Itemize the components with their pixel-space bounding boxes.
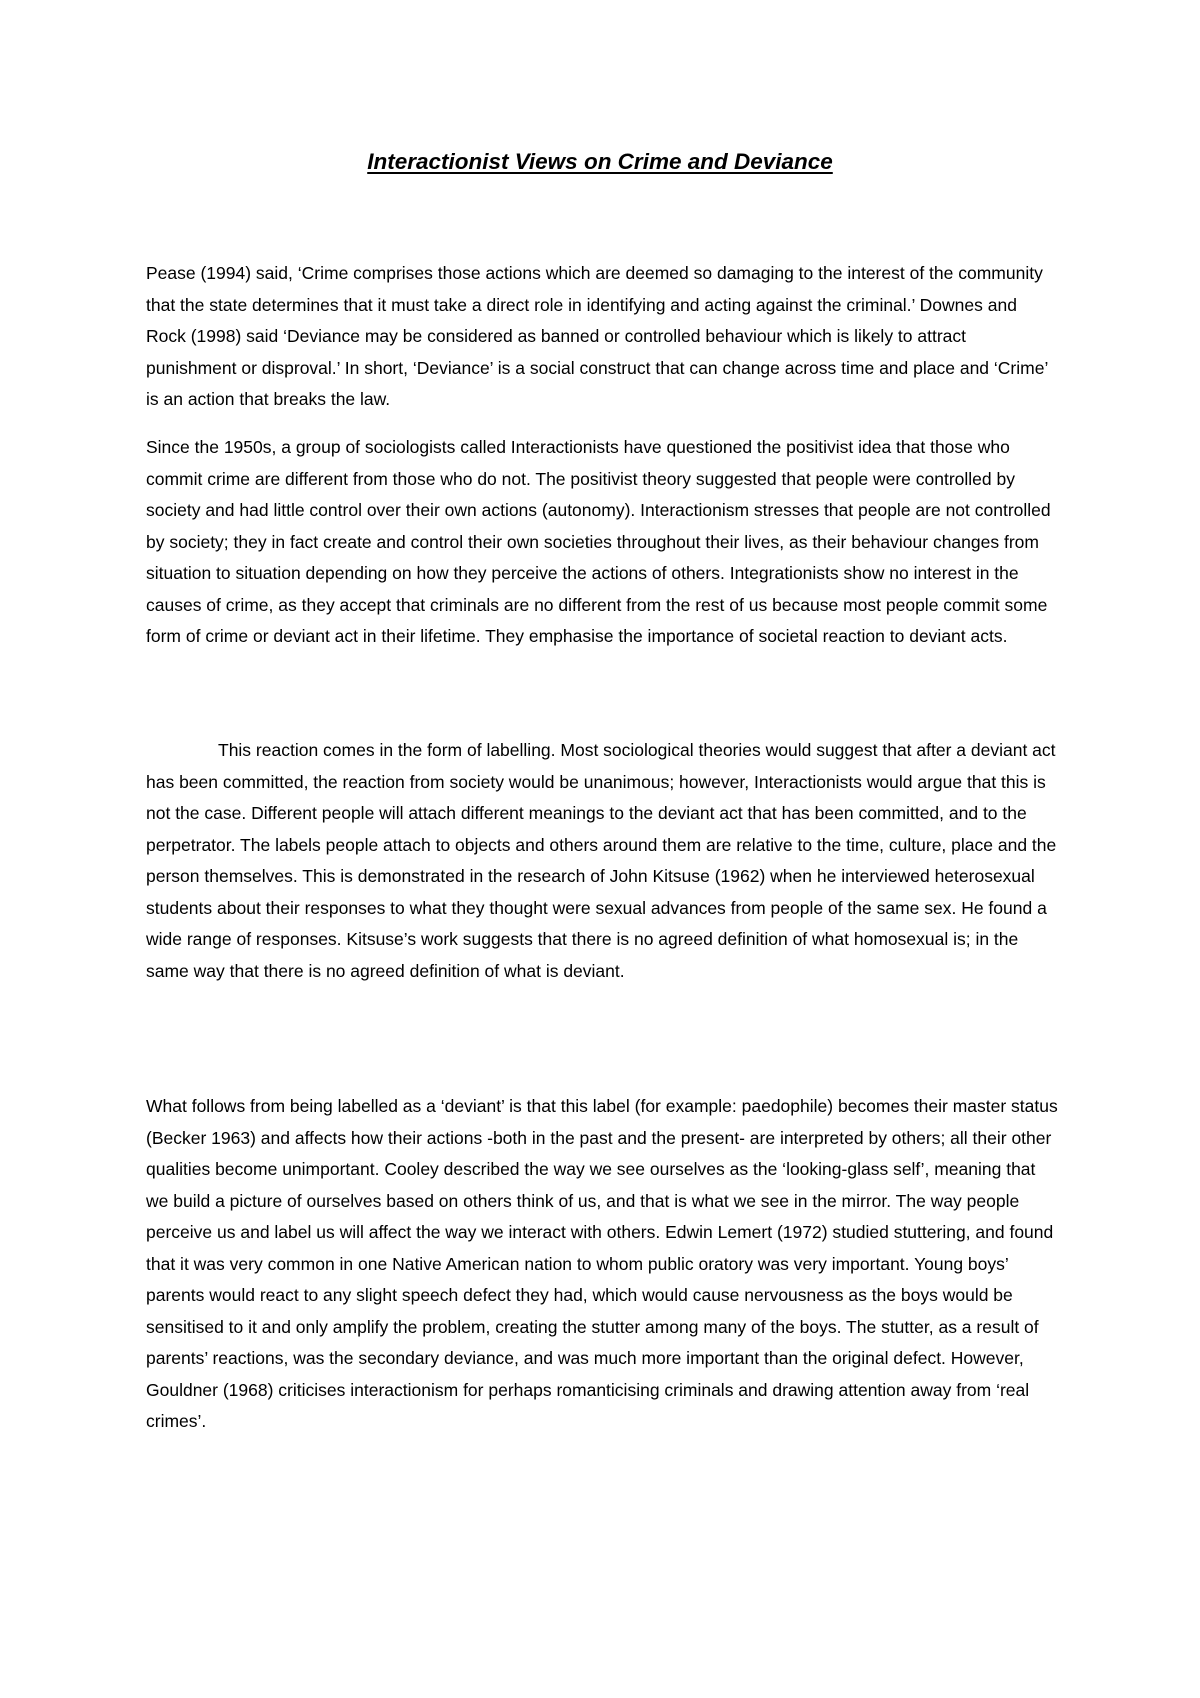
paragraph-labelling: This reaction comes in the form of labelling. Most sociological theories would suggest that after a deviant act has been committed, the reaction from society would be unanimous; however, Interactionists would argue that this is not the case. Different people will attach different meanings to the deviant act that has been committed, and to the perpetrator. The labels people attach to objects and others around them are relative to the time, culture, place and the person themselves. This is demonstrated in the research of John Kitsuse (1962) when he interviewed heterosexual students about their responses to what they thought were sexual advances from people of the same sex. He found a wide range of responses. Kitsuse’s work suggests that there is no agreed definition of what homosexual is; in the same way that there is no agreed definition of what is deviant.: [146, 740, 1057, 981]
document-title: Interactionist Views on Crime and Deviance: [367, 149, 833, 174]
paragraph-definitions: Pease (1994) said, ‘Crime comprises those actions which are deemed so damaging to the interest of the community that the state determines that it must take a direct role in identifying and acting against the criminal.’ Downes and Rock (1998) said ‘Deviance may be considered as banned or controlled behaviour which is likely to attract punishment or disproval.’ In short, ‘Deviance’ is a social construct that can change across time and place and ‘Crime’ is an action that breaks the law.: [146, 263, 1048, 409]
paragraph-interactionism: Since the 1950s, a group of sociologists called Interactionists have questioned the positivist idea that those who commit crime are different from those who do not. The positivist theory suggested that people were controlled by society and had little control over their own actions (autonomy). Interactionism stresses that people are not controlled by society; they in fact create and control their own societies throughout their lives, as their behaviour changes from situation to situation depending on how they perceive the actions of others. Integrationists show no interest in the causes of crime, as they accept that criminals are no different from the rest of us because most people commit some form of crime or deviant act in their lifetime. They emphasise the importance of societal reaction to deviant acts.: [146, 437, 1051, 646]
paragraph-master-status: What follows from being labelled as a ‘deviant’ is that this label (for example: paedophile) becomes their master status (Becker 1963) and affects how their actions -both in the past and the present- are interpreted by others; all their other qualities become unimportant. Cooley described the way we see ourselves as the ‘looking-glass self’, meaning that we build a picture of ourselves based on others think of us, and that is what we see in the mirror. The way people perceive us and label us will affect the way we interact with others. Edwin Lemert (1972) studied stuttering, and found that it was very common in one Native American nation to whom public oratory was very important. Young boys’ parents would react to any slight speech defect they had, which would cause nervousness as the boys would be sensitised to it and only amplify the problem, creating the stutter among many of the boys. The stutter, as a result of parents’ reactions, was the secondary deviance, and was much more important than the original defect. However, Gouldner (1968) criticises interactionism for perhaps romanticising criminals and drawing attention away from ‘real crimes’.: [146, 1096, 1058, 1431]
